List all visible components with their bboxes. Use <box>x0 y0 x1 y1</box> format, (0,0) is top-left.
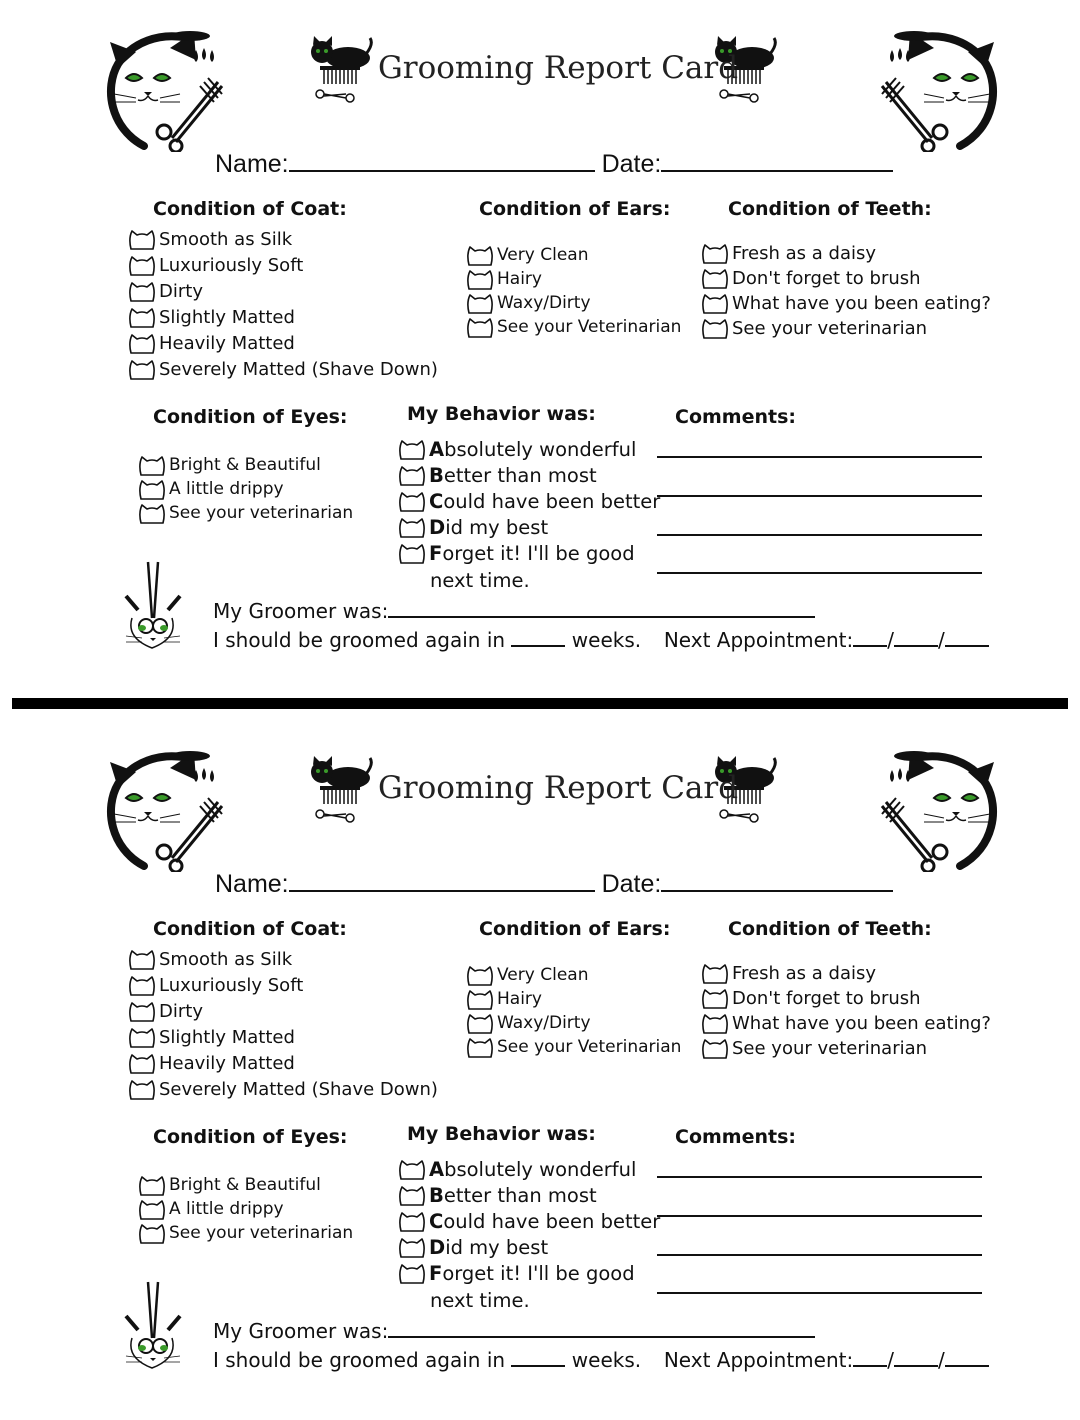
behavior-option[interactable] <box>398 1183 597 1207</box>
eyes-option[interactable] <box>138 501 353 525</box>
cat-comb-logo-icon <box>876 28 1000 152</box>
option-label: Dirty <box>159 1000 203 1022</box>
option-initial: F <box>429 1261 443 1285</box>
option-initial: C <box>429 489 444 513</box>
cat-checkbox-icon <box>398 1183 426 1207</box>
cat-checkbox-icon <box>138 1173 166 1197</box>
cat-checkbox-icon <box>128 999 156 1023</box>
groomer-field[interactable] <box>388 1318 815 1338</box>
option-label: Smooth as Silk <box>159 948 293 970</box>
cat-checkbox-icon <box>128 1025 156 1049</box>
cat-checkbox-icon <box>128 1051 156 1075</box>
eyes-option[interactable] <box>138 1221 353 1245</box>
option-initial: A <box>429 1157 445 1181</box>
ears-option[interactable] <box>466 963 588 987</box>
cat-scissors-comb-icon <box>306 756 374 824</box>
comment-line[interactable] <box>657 495 982 497</box>
teeth-option[interactable] <box>701 986 921 1010</box>
comment-line[interactable] <box>657 1254 982 1256</box>
ears-heading: Condition of Ears: <box>479 198 671 220</box>
cat-checkbox-icon <box>466 1011 494 1035</box>
coat-option[interactable] <box>128 253 303 277</box>
cat-checkbox-icon <box>398 1157 426 1181</box>
behavior-option[interactable] <box>398 1261 635 1285</box>
option-label: Smooth as Silk <box>159 228 293 250</box>
comment-line[interactable] <box>657 1215 982 1217</box>
cat-checkbox-icon <box>128 1077 156 1101</box>
date-slash: / <box>887 1348 894 1372</box>
option-initial: C <box>429 1209 444 1233</box>
option-label: What have you been eating? <box>732 1012 991 1034</box>
date-slash: / <box>887 628 894 652</box>
eyes-option[interactable] <box>138 477 284 501</box>
cat-comb-logo-icon <box>104 28 228 152</box>
teeth-heading: Condition of Teeth: <box>728 198 932 220</box>
option-rest: ould have been better <box>443 489 661 513</box>
coat-heading: Condition of Coat: <box>153 918 347 940</box>
comment-line[interactable] <box>657 534 982 536</box>
cat-checkbox-icon <box>398 437 426 461</box>
date-slash: / <box>937 628 945 652</box>
ears-option[interactable] <box>466 987 542 1011</box>
option-label: Hairy <box>497 989 542 1009</box>
behavior-option[interactable] <box>398 1235 548 1259</box>
option-label: See your veterinarian <box>732 317 928 339</box>
groomer-label: My Groomer was: <box>213 1319 389 1343</box>
behavior-continuation: next time. <box>430 569 530 592</box>
cat-checkbox-icon <box>466 291 494 315</box>
cat-checkbox-icon <box>701 291 729 315</box>
option-label: Fresh as a daisy <box>732 962 876 984</box>
option-label: Heavily Matted <box>159 332 295 354</box>
cat-checkbox-icon <box>128 227 156 251</box>
teeth-option[interactable] <box>701 1011 991 1035</box>
option-label <box>429 516 548 539</box>
name-label: Name: <box>215 150 289 178</box>
option-label: Slightly Matted <box>159 306 295 328</box>
cat-checkbox-icon <box>701 316 729 340</box>
next-appointment-label: Next Appointment: <box>663 628 854 652</box>
option-label: Fresh as a daisy <box>732 242 876 264</box>
option-label <box>429 438 636 461</box>
cat-checkbox-icon <box>398 541 426 565</box>
coat-option[interactable] <box>128 331 295 355</box>
option-label: Waxy/Dirty <box>497 293 591 313</box>
behavior-option[interactable] <box>398 437 636 461</box>
ears-option[interactable] <box>466 315 681 339</box>
comment-line[interactable] <box>657 1176 982 1178</box>
date-field[interactable] <box>661 148 893 172</box>
cat-checkbox-icon <box>701 986 729 1010</box>
cat-comb-logo-icon <box>104 748 228 872</box>
option-label <box>429 490 660 513</box>
cat-checkbox-icon <box>466 267 494 291</box>
option-label: Luxuriously Soft <box>159 254 304 276</box>
teeth-option[interactable] <box>701 266 921 290</box>
date-slash: / <box>937 1348 945 1372</box>
teeth-option[interactable] <box>701 1036 927 1060</box>
cat-checkbox-icon <box>701 241 729 265</box>
option-label: See your veterinarian <box>169 503 354 523</box>
teeth-option[interactable] <box>701 961 876 985</box>
behavior-heading: My Behavior was: <box>407 403 596 425</box>
cat-checkbox-icon <box>701 266 729 290</box>
cat-checkbox-icon <box>128 331 156 355</box>
cat-checkbox-icon <box>128 253 156 277</box>
coat-option[interactable] <box>128 279 203 303</box>
date-label: Date: <box>601 870 662 898</box>
ears-option[interactable] <box>466 1011 591 1035</box>
behavior-continuation: next time. <box>430 1289 530 1312</box>
option-rest: bsolutely wonderful <box>444 1157 637 1181</box>
cat-checkbox-icon <box>701 1036 729 1060</box>
option-rest: etter than most <box>443 463 597 487</box>
cat-checkbox-icon <box>138 453 166 477</box>
cat-checkbox-icon <box>138 1221 166 1245</box>
coat-option[interactable] <box>128 947 292 971</box>
option-rest: orget it! I'll be good <box>442 541 635 565</box>
option-label: Don't forget to brush <box>732 267 921 289</box>
eyes-heading: Condition of Eyes: <box>153 406 348 428</box>
comment-line[interactable] <box>657 1292 982 1294</box>
option-initial: B <box>429 463 444 487</box>
appointment-month-field[interactable] <box>853 627 887 647</box>
coat-option[interactable] <box>128 1051 295 1075</box>
name-date-row <box>215 148 893 179</box>
option-rest: orget it! I'll be good <box>442 1261 635 1285</box>
option-label: Slightly Matted <box>159 1026 295 1048</box>
comments-heading: Comments: <box>675 406 796 428</box>
cat-checkbox-icon <box>138 501 166 525</box>
cat-checkbox-icon <box>138 477 166 501</box>
card-title: Grooming Report Card <box>378 50 739 86</box>
ears-option[interactable] <box>466 243 588 267</box>
coat-heading: Condition of Coat: <box>153 198 347 220</box>
cat-checkbox-icon <box>466 243 494 267</box>
cat-checkbox-icon <box>128 357 156 381</box>
option-label: Very Clean <box>497 965 589 985</box>
option-rest: id my best <box>445 515 549 539</box>
cat-checkbox-icon <box>398 489 426 513</box>
option-initial: F <box>429 541 443 565</box>
groomer-row <box>213 1318 815 1343</box>
option-initial: D <box>429 515 446 539</box>
grooming-report-card <box>0 720 1080 1420</box>
groomer-row <box>213 598 815 623</box>
teeth-option[interactable] <box>701 241 876 265</box>
date-label: Date: <box>601 150 662 178</box>
comments-heading: Comments: <box>675 1126 796 1148</box>
option-label <box>429 1184 597 1207</box>
eyes-option[interactable] <box>138 1197 284 1221</box>
groom-again-prefix: I should be groomed again in <box>213 1348 506 1372</box>
option-label: Luxuriously Soft <box>159 974 304 996</box>
option-initial: A <box>429 437 445 461</box>
behavior-option[interactable] <box>398 515 548 539</box>
option-label: Waxy/Dirty <box>497 1013 591 1033</box>
option-rest: etter than most <box>443 1183 597 1207</box>
option-label <box>429 542 635 565</box>
cat-checkbox-icon <box>128 973 156 997</box>
option-label: Hairy <box>497 269 542 289</box>
option-label: See your Veterinarian <box>497 317 682 337</box>
cat-checkbox-icon <box>398 463 426 487</box>
groom-again-row <box>213 1347 989 1372</box>
cat-checkbox-icon <box>466 987 494 1011</box>
cat-checkbox-icon <box>466 315 494 339</box>
coat-option[interactable] <box>128 973 303 997</box>
option-label: Dirty <box>159 280 203 302</box>
cat-checkbox-icon <box>466 963 494 987</box>
ears-heading: Condition of Ears: <box>479 918 671 940</box>
cat-scissors-icon <box>122 1280 184 1374</box>
eyes-option[interactable] <box>138 1173 321 1197</box>
cat-checkbox-icon <box>398 515 426 539</box>
option-initial: D <box>429 1235 446 1259</box>
comment-line[interactable] <box>657 456 982 458</box>
option-label: See your Veterinarian <box>497 1037 682 1057</box>
behavior-option[interactable] <box>398 1157 636 1181</box>
option-label <box>429 1210 660 1233</box>
date-field[interactable] <box>661 868 893 892</box>
cat-checkbox-icon <box>128 947 156 971</box>
option-label: See your veterinarian <box>732 1037 928 1059</box>
groom-again-row <box>213 627 989 652</box>
option-label: What have you been eating? <box>732 292 991 314</box>
groom-again-prefix: I should be groomed again in <box>213 628 506 652</box>
behavior-option[interactable] <box>398 489 660 513</box>
behavior-option[interactable] <box>398 463 597 487</box>
name-field[interactable] <box>289 868 595 892</box>
coat-option[interactable] <box>128 1025 295 1049</box>
option-rest: ould have been better <box>443 1209 661 1233</box>
next-appointment-label: Next Appointment: <box>663 1348 854 1372</box>
option-label: A little drippy <box>169 479 284 499</box>
weeks-field[interactable] <box>511 1347 565 1367</box>
name-field[interactable] <box>289 148 595 172</box>
groomer-field[interactable] <box>388 598 815 618</box>
card-divider <box>12 698 1068 709</box>
appointment-year-field[interactable] <box>945 627 989 647</box>
appointment-day-field[interactable] <box>894 1347 938 1367</box>
ears-option[interactable] <box>466 267 542 291</box>
name-date-row <box>215 868 893 899</box>
groom-again-suffix: weeks. <box>571 1348 642 1372</box>
option-label: See your veterinarian <box>169 1223 354 1243</box>
option-label: Bright & Beautiful <box>169 1175 321 1195</box>
eyes-heading: Condition of Eyes: <box>153 1126 348 1148</box>
coat-option[interactable] <box>128 305 295 329</box>
teeth-option[interactable] <box>701 316 927 340</box>
coat-option[interactable] <box>128 999 203 1023</box>
appointment-day-field[interactable] <box>894 627 938 647</box>
name-label: Name: <box>215 870 289 898</box>
cat-checkbox-icon <box>701 961 729 985</box>
cat-checkbox-icon <box>128 279 156 303</box>
coat-option[interactable] <box>128 1077 438 1101</box>
ears-option[interactable] <box>466 1035 681 1059</box>
option-label: Bright & Beautiful <box>169 455 321 475</box>
cat-checkbox-icon <box>128 305 156 329</box>
cat-scissors-comb-icon <box>306 36 374 104</box>
option-label: Severely Matted (Shave Down) <box>159 358 438 380</box>
teeth-option[interactable] <box>701 291 991 315</box>
teeth-heading: Condition of Teeth: <box>728 918 932 940</box>
option-label: Don't forget to brush <box>732 987 921 1009</box>
cat-comb-logo-icon <box>876 748 1000 872</box>
coat-option[interactable] <box>128 227 292 251</box>
option-label <box>429 464 597 487</box>
option-label <box>429 1158 636 1181</box>
behavior-option[interactable] <box>398 1209 660 1233</box>
option-label: Severely Matted (Shave Down) <box>159 1078 438 1100</box>
cat-checkbox-icon <box>701 1011 729 1035</box>
coat-option[interactable] <box>128 357 438 381</box>
option-label <box>429 1236 548 1259</box>
option-initial: B <box>429 1183 444 1207</box>
card-title: Grooming Report Card <box>378 770 739 806</box>
weeks-field[interactable] <box>511 627 565 647</box>
cat-checkbox-icon <box>398 1261 426 1285</box>
eyes-option[interactable] <box>138 453 321 477</box>
appointment-year-field[interactable] <box>945 1347 989 1367</box>
option-rest: bsolutely wonderful <box>444 437 637 461</box>
groomer-label: My Groomer was: <box>213 599 389 623</box>
behavior-option[interactable] <box>398 541 635 565</box>
option-label: Heavily Matted <box>159 1052 295 1074</box>
option-label: Very Clean <box>497 245 589 265</box>
cat-checkbox-icon <box>466 1035 494 1059</box>
option-label: A little drippy <box>169 1199 284 1219</box>
cat-checkbox-icon <box>138 1197 166 1221</box>
groom-again-suffix: weeks. <box>571 628 642 652</box>
cat-checkbox-icon <box>398 1235 426 1259</box>
grooming-report-card <box>0 0 1080 700</box>
option-rest: id my best <box>445 1235 549 1259</box>
ears-option[interactable] <box>466 291 591 315</box>
cat-scissors-icon <box>122 560 184 654</box>
comment-line[interactable] <box>657 572 982 574</box>
behavior-heading: My Behavior was: <box>407 1123 596 1145</box>
option-label <box>429 1262 635 1285</box>
cat-checkbox-icon <box>398 1209 426 1233</box>
appointment-month-field[interactable] <box>853 1347 887 1367</box>
